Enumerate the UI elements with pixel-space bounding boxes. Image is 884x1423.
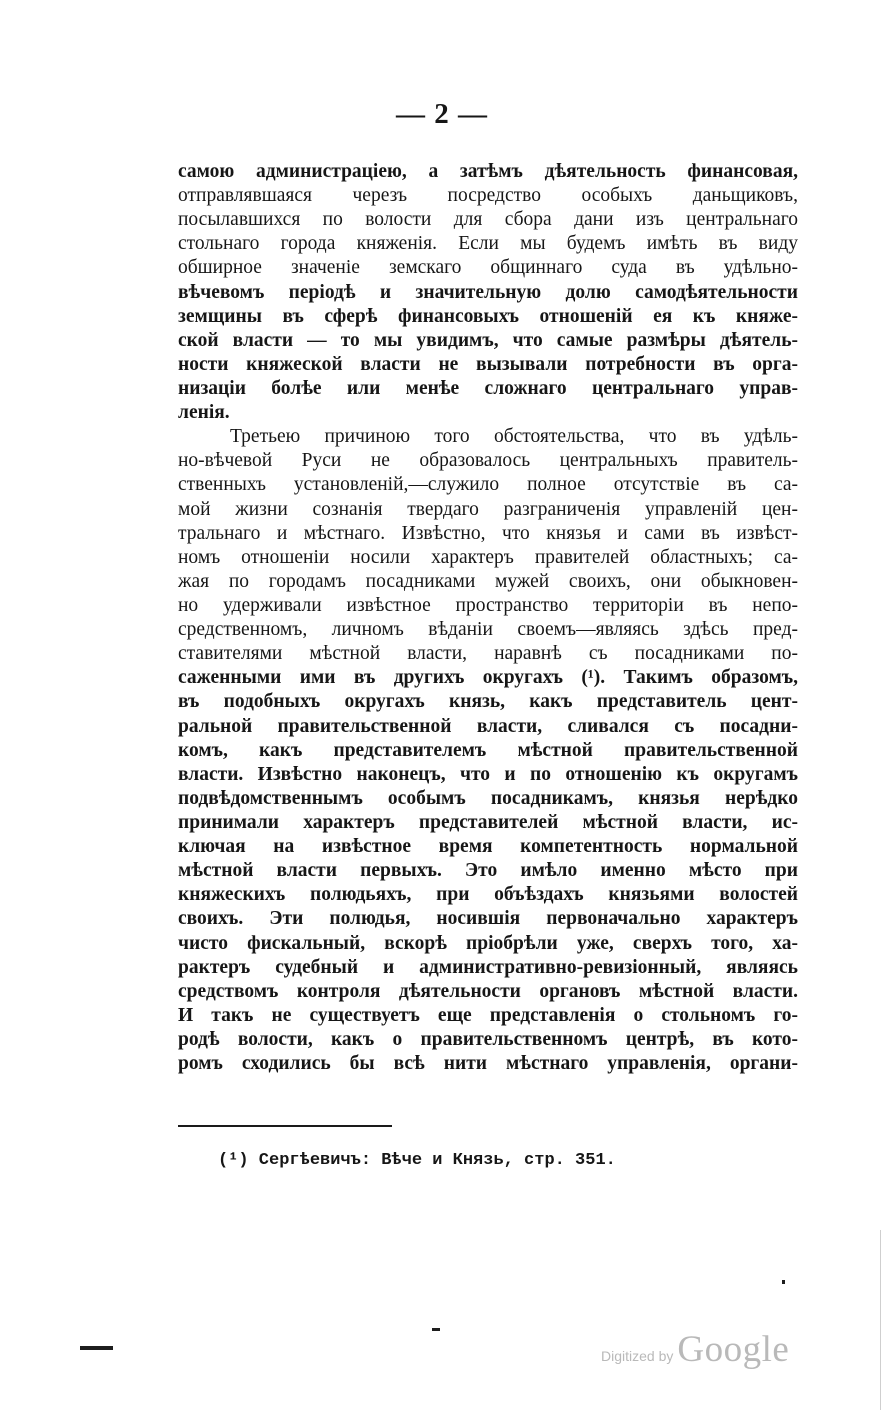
text-line: своихъ. Эти полюдья, носившія первоначально характеръ: [178, 908, 798, 930]
scan-mark: [80, 1346, 113, 1350]
text-line: ственныхъ установленій,—служило полное отсутствіе въ са-: [178, 474, 798, 496]
text-line: чисто фискальный, вскорѣ пріобрѣли уже, сверхъ того, ха-: [178, 932, 798, 954]
text-line: княжескихъ полюдьяхъ, при объѣздахъ князьями волостей: [178, 884, 798, 906]
scan-mark: [432, 1328, 440, 1331]
text-line: ральной правительственной власти, сливался съ посадни-: [178, 715, 798, 737]
text-line: мой жизни сознанія твердаго разграниченія управленій цен-: [178, 498, 798, 520]
text-line: Третьею причиною того обстоятельства, что въ удѣль-: [230, 426, 798, 448]
text-line: ленія.: [178, 402, 230, 424]
text-line: но-вѣчевой Руси не образовалось центральныхъ правитель-: [178, 450, 798, 472]
text-line: жая по городамъ посадниками мужей своихъ, они обыкновен-: [178, 570, 798, 592]
text-line: земщины въ сферѣ финансовыхъ отношеній ея къ княже-: [178, 305, 798, 327]
text-line: низаціи болѣе или менѣе сложнаго центральнаго управ-: [178, 377, 798, 399]
text-line: комъ, какъ представителемъ мѣстной правительственной: [178, 739, 798, 761]
text-line: отправлявшаяся черезъ посредство особыхъ даньщиковъ,: [178, 185, 798, 207]
text-line: саженными ими въ другихъ округахъ (¹). Такимъ образомъ,: [178, 667, 798, 689]
text-line: въ подобныхъ округахъ князь, какъ представитель цент-: [178, 691, 798, 713]
text-line: власти. Извѣстно наконецъ, что и по отношенію къ округамъ: [178, 763, 798, 785]
text-line: вѣчевомъ періодѣ и значительную долю самодѣятельности: [178, 281, 798, 303]
text-line: И такъ не существуетъ еще представленія о стольномъ го-: [178, 1004, 798, 1026]
text-line: мѣстной власти первыхъ. Это имѣло именно мѣсто при: [178, 860, 798, 882]
text-line: тральнаго и мѣстнаго. Извѣстно, что князья и сами въ извѣст-: [178, 522, 798, 544]
scan-edge-line: [880, 1230, 881, 1410]
text-line: родѣ волости, какъ о правительственномъ центрѣ, въ кото-: [178, 1028, 798, 1050]
text-line: ности княжеской власти не вызывали потребности въ орга-: [178, 353, 798, 375]
text-line: рактеръ судебный и административно-ревизіонный, являясь: [178, 956, 798, 978]
text-line: средствомъ контроля дѣятельности органовъ мѣстной власти.: [178, 980, 798, 1002]
footnote: (¹) Сергѣевичъ: Вѣче и Князь, стр. 351.: [218, 1151, 616, 1170]
text-line: ской власти — то мы увидимъ, что самые размѣры дѣятель-: [178, 329, 798, 351]
google-logo: Google: [677, 1329, 790, 1370]
text-line: ромъ сходились бы всѣ нити мѣстнаго управленія, органи-: [178, 1053, 798, 1075]
text-line: обширное значеніе земскаго общиннаго суда въ удѣльно-: [178, 257, 798, 279]
text-line: средственномъ, личномъ вѣданіи своемъ—являясь здѣсь пред-: [178, 619, 798, 641]
scan-mark: [782, 1280, 785, 1284]
text-line: принимали характеръ представителей мѣстной власти, ис-: [178, 811, 798, 833]
text-line: стольнаго города княженія. Если мы будемъ имѣть въ виду: [178, 233, 798, 255]
text-line: ключая на извѣстное время компетентность нормальной: [178, 836, 798, 858]
text-line: посылавшихся по волости для сбора дани изъ центральнаго: [178, 209, 798, 231]
digitized-watermark: [601, 1328, 789, 1371]
text-line: но удерживали извѣстное пространство территоріи въ непо-: [178, 594, 798, 616]
text-line: номъ отношеніи носили характеръ правителей областныхъ; са-: [178, 546, 798, 568]
text-line: самою администраціею, а затѣмъ дѣятельность финансовая,: [178, 161, 798, 182]
body-text: [178, 160, 798, 1076]
footnote-divider: [178, 1125, 392, 1127]
text-line: ставителями мѣстной власти, наравнѣ съ посадниками по-: [178, 643, 798, 665]
text-line: подвѣдомственнымъ особымъ посадникамъ, князья нерѣдко: [178, 787, 798, 809]
page-number: — 2 —: [396, 98, 488, 130]
watermark-prefix: Digitized by: [601, 1348, 674, 1364]
